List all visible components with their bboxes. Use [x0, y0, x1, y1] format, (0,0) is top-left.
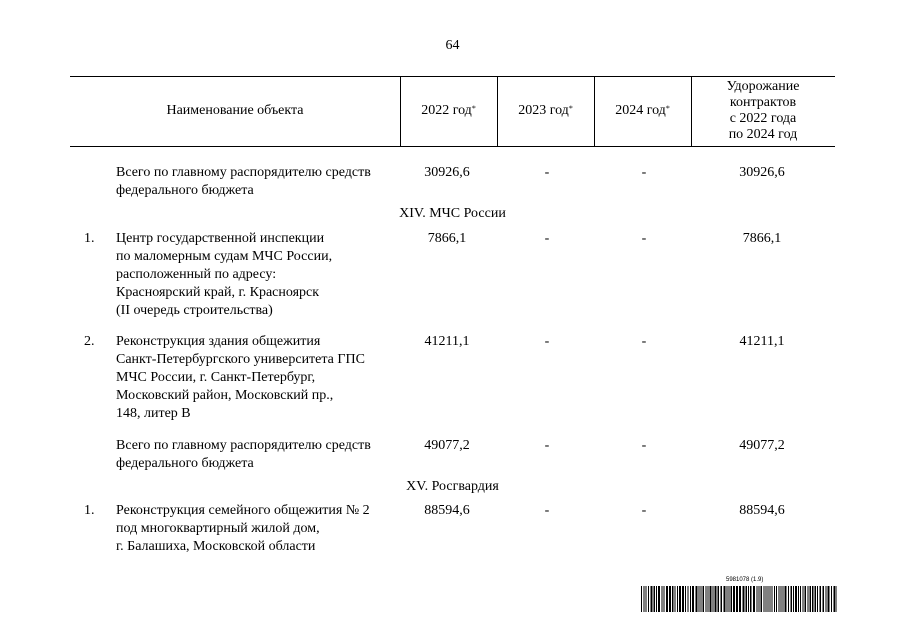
row-value-2023: - — [544, 503, 550, 518]
header-name-text: Наименование объекта — [166, 103, 304, 118]
barcode-bar — [766, 586, 767, 612]
barcode-bar — [729, 586, 730, 612]
barcode-bar — [718, 586, 720, 612]
barcode-bar — [761, 586, 763, 612]
row-name-line: Реконструкция здания общежития — [116, 334, 321, 349]
row-name-line: Всего по главному распорядителю средств — [116, 438, 371, 453]
barcode-bar — [727, 586, 728, 612]
barcode — [641, 586, 837, 612]
row-number: 1. — [84, 231, 95, 246]
barcode-bar — [774, 586, 775, 612]
barcode-bar — [759, 586, 760, 612]
header-increase-line: контрактов — [729, 95, 797, 110]
barcode-bar — [641, 586, 642, 612]
footnote-star: * — [471, 104, 476, 113]
row-value-increase: 30926,6 — [739, 165, 785, 180]
barcode-bar — [688, 586, 689, 612]
footnote-star: * — [665, 104, 670, 113]
row-value-increase: 41211,1 — [739, 334, 785, 349]
barcode-bar — [699, 586, 700, 612]
row-number: 2. — [84, 334, 95, 349]
row-name-line: Московский район, Московский пр., — [116, 388, 334, 403]
barcode-bar — [748, 586, 749, 612]
barcode-bar — [677, 586, 678, 612]
row-name-line: по маломерным судам МЧС России, — [116, 249, 333, 264]
table-row-name — [116, 333, 365, 423]
row-number: 1. — [84, 503, 95, 518]
row-name-line: (II очередь строительства) — [116, 303, 273, 318]
barcode-bar — [664, 586, 665, 612]
section-heading: XV. Росгвардия — [406, 479, 499, 494]
row-value-2024: - — [641, 503, 647, 518]
barcode-bar — [815, 586, 817, 612]
barcode-bar — [776, 586, 777, 612]
barcode-bar — [662, 586, 663, 612]
header-2022-text: 2022 год — [421, 103, 472, 118]
barcode-bar — [713, 586, 714, 612]
row-name-line: расположенный по адресу: — [116, 267, 277, 282]
barcode-bar — [810, 586, 812, 612]
barcode-bar — [785, 586, 787, 612]
barcode-bar — [743, 586, 745, 612]
row-name-line: Всего по главному распорядителю средств — [116, 165, 371, 180]
header-increase — [691, 76, 835, 146]
header-increase-line: по 2024 год — [728, 127, 798, 142]
barcode-bar — [753, 586, 755, 612]
barcode-bar — [826, 586, 827, 612]
row-name-line: под многоквартирный жилой дом, — [116, 521, 320, 536]
barcode-bar — [817, 586, 818, 612]
header-2022 — [400, 76, 497, 146]
row-value-2022: 7866,1 — [427, 231, 467, 246]
barcode-bar — [831, 586, 832, 612]
barcode-bar — [805, 586, 807, 612]
row-name-line: г. Балашиха, Московской области — [116, 539, 316, 554]
barcode-bar — [791, 586, 793, 612]
row-name-line: Красноярский край, г. Красноярск — [116, 285, 320, 300]
barcode-bar — [721, 586, 723, 612]
header-2024 — [594, 76, 691, 146]
barcode-bar — [823, 586, 825, 612]
table-row-name — [116, 230, 332, 320]
barcode-bar — [798, 586, 799, 612]
barcode-bar — [779, 586, 780, 612]
barcode-bar — [692, 586, 694, 612]
barcode-bar — [685, 586, 686, 612]
barcode-bar — [783, 586, 784, 612]
barcode-bar — [739, 586, 741, 612]
row-name-line: Санкт-Петербургского университета ГПС — [116, 352, 365, 367]
page-number: 64 — [445, 38, 460, 53]
row-value-2022: 30926,6 — [424, 165, 470, 180]
row-value-2024: - — [641, 438, 647, 453]
barcode-bar — [733, 586, 735, 612]
table-row-name — [116, 164, 371, 200]
header-2024-text: 2024 год — [615, 103, 666, 118]
barcode-bar — [646, 586, 647, 612]
barcode-bar — [666, 586, 668, 612]
barcode-bar — [828, 586, 830, 612]
header-increase-line: Удорожание — [726, 79, 800, 94]
barcode-bar — [772, 586, 773, 612]
barcode-bar — [808, 586, 809, 612]
barcode-bar — [690, 586, 691, 612]
row-value-increase: 49077,2 — [739, 438, 785, 453]
barcode-bar — [837, 586, 838, 612]
section-heading: XIV. МЧС России — [399, 206, 506, 221]
row-value-2023: - — [544, 334, 550, 349]
barcode-bar — [781, 586, 782, 612]
barcode-bar — [746, 586, 748, 612]
table-header-rule — [70, 146, 835, 147]
header-2023 — [497, 76, 594, 146]
barcode-bar — [795, 586, 797, 612]
row-name-line: МЧС России, г. Санкт-Петербург, — [116, 370, 316, 385]
row-name-line: Центр государственной инспекции — [116, 231, 325, 246]
barcode-bar — [800, 586, 801, 612]
row-value-2024: - — [641, 165, 647, 180]
barcode-bar — [793, 586, 794, 612]
footnote-star: * — [568, 104, 573, 113]
barcode-bar — [820, 586, 822, 612]
barcode-bar — [658, 586, 660, 612]
row-value-2022: 88594,6 — [424, 503, 470, 518]
barcode-label: 5981078 (1.9) — [726, 577, 764, 583]
barcode-bar — [651, 586, 653, 612]
barcode-bar — [706, 586, 707, 612]
barcode-bar — [812, 586, 814, 612]
row-value-2024: - — [641, 231, 647, 246]
barcode-bar — [724, 586, 726, 612]
barcode-bar — [757, 586, 758, 612]
row-value-2024: - — [641, 334, 647, 349]
row-name-line: 148, литер В — [116, 406, 191, 421]
row-name-line: Реконструкция семейного общежития № 2 — [116, 503, 370, 518]
barcode-bar — [750, 586, 752, 612]
barcode-bar — [770, 586, 771, 612]
barcode-bar — [669, 586, 671, 612]
row-value-2023: - — [544, 438, 550, 453]
header-2023-text: 2023 год — [518, 103, 569, 118]
barcode-bar — [768, 586, 769, 612]
barcode-bar — [764, 586, 765, 612]
row-value-2023: - — [544, 231, 550, 246]
header-increase-line: с 2022 года — [729, 111, 797, 126]
barcode-bar — [703, 586, 705, 612]
barcode-bar — [648, 586, 649, 612]
barcode-bar — [654, 586, 656, 612]
barcode-bar — [803, 586, 804, 612]
table-row-name — [116, 437, 371, 473]
barcode-bar — [708, 586, 709, 612]
barcode-bar — [672, 586, 674, 612]
barcode-bar — [679, 586, 681, 612]
barcode-bar — [788, 586, 789, 612]
table-row-name — [116, 502, 370, 556]
row-value-increase: 88594,6 — [739, 503, 785, 518]
barcode-bar — [701, 586, 702, 612]
barcode-bar — [675, 586, 676, 612]
row-value-increase: 7866,1 — [742, 231, 782, 246]
row-name-line: федерального бюджета — [116, 183, 254, 198]
barcode-bar — [715, 586, 717, 612]
row-value-2022: 49077,2 — [424, 438, 470, 453]
row-value-2023: - — [544, 165, 550, 180]
barcode-bar — [731, 586, 733, 612]
barcode-bar — [682, 586, 684, 612]
barcode-bar — [696, 586, 698, 612]
header-name — [70, 76, 400, 146]
barcode-bar — [710, 586, 712, 612]
row-name-line: федерального бюджета — [116, 456, 254, 471]
row-value-2022: 41211,1 — [424, 334, 470, 349]
barcode-bar — [736, 586, 738, 612]
barcode-bar — [834, 586, 836, 612]
barcode-bar — [644, 586, 645, 612]
barcode-bar — [656, 586, 657, 612]
